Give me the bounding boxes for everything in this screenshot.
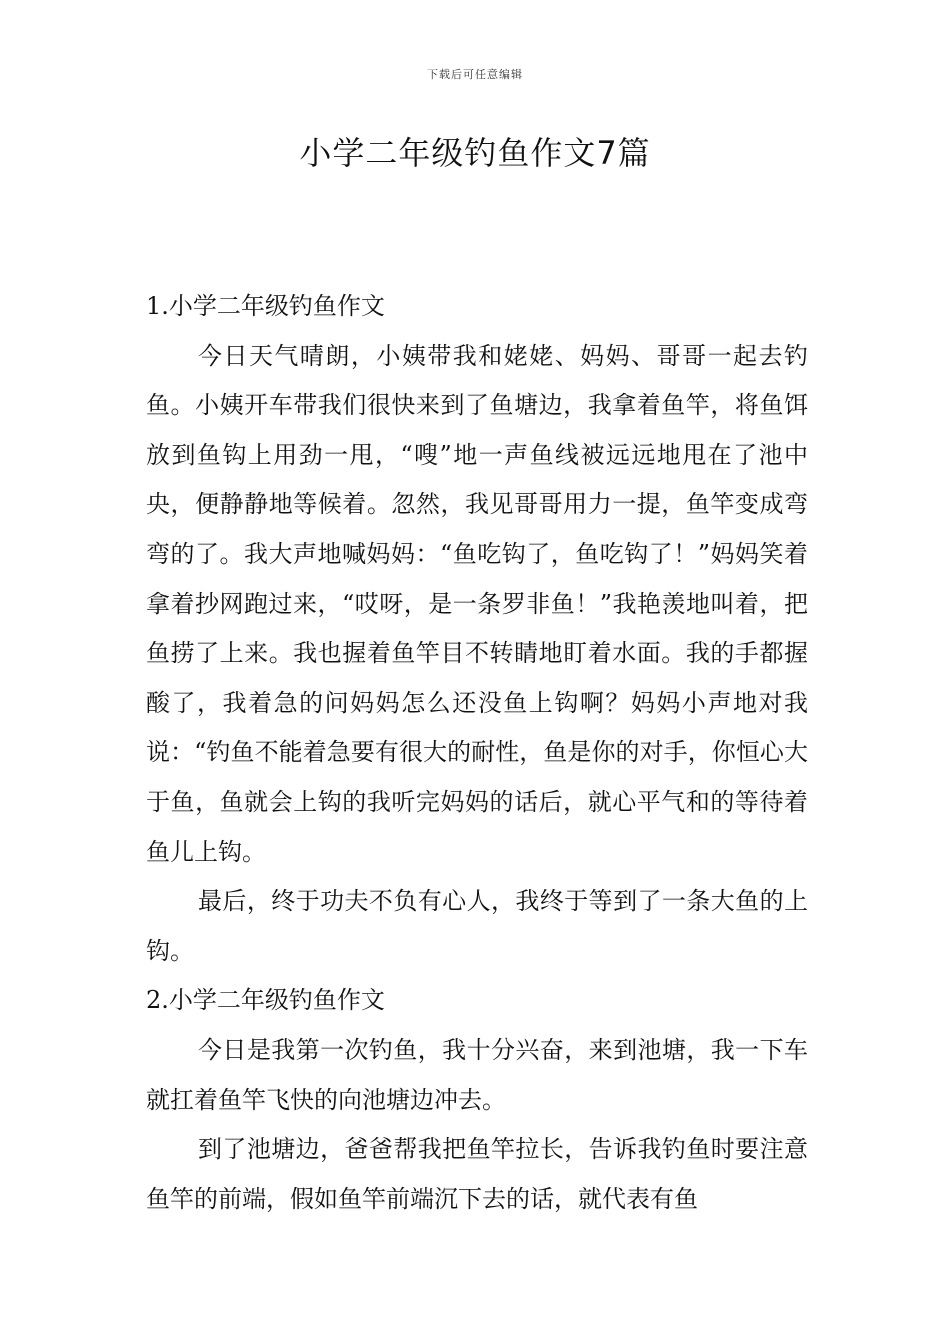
paragraph: 今日天气晴朗，小姨带我和姥姥、妈妈、哥哥一起去钓鱼。小姨开车带我们很快来到了鱼塘边，我拿着鱼竿，将鱼饵放到鱼钩上用劲一甩，“嗖”地一声鱼线被远远地甩在了池中央，便静静地等候着。忽然，我见哥哥用力一提，鱼竿变成弯弯的了。我大声地喊妈妈：“鱼吃钩了，鱼吃钩了！”妈妈笑着拿着抄网跑过来，“哎呀，是一条罗非鱼！”我艳羡地叫着，把鱼捞了上来。我也握着鱼竿目不转睛地盯着水面。我的手都握酸了，我着急的问妈妈怎么还没鱼上钩啊？妈妈小声地对我说：“钓鱼不能着急要有很大的耐性，鱼是你的对手，你恒心大于鱼，鱼就会上钩的我听完妈妈的话后，就心平气和的等待着鱼儿上钩。 <box>146 341 808 866</box>
section-heading: 2.小学二年级钓鱼作文 <box>146 986 385 1015</box>
document-title: 小学二年级钓鱼作文7篇 <box>299 134 651 172</box>
document-body <box>146 282 808 1224</box>
section-heading: 1.小学二年级钓鱼作文 <box>146 292 385 320</box>
header-note: 下载后可任意编辑 <box>427 68 523 81</box>
paragraph: 今日是我第一次钓鱼，我十分兴奋，来到池塘，我一下车就扛着鱼竿飞快的向池塘边冲去。 <box>146 1035 808 1114</box>
paragraph: 到了池塘边，爸爸帮我把鱼竿拉长，告诉我钓鱼时要注意鱼竿的前端，假如鱼竿前端沉下去的话，就代表有鱼 <box>146 1135 808 1213</box>
paragraph: 最后，终于功夫不负有心人，我终于等到了一条大鱼的上钩。 <box>146 887 808 965</box>
